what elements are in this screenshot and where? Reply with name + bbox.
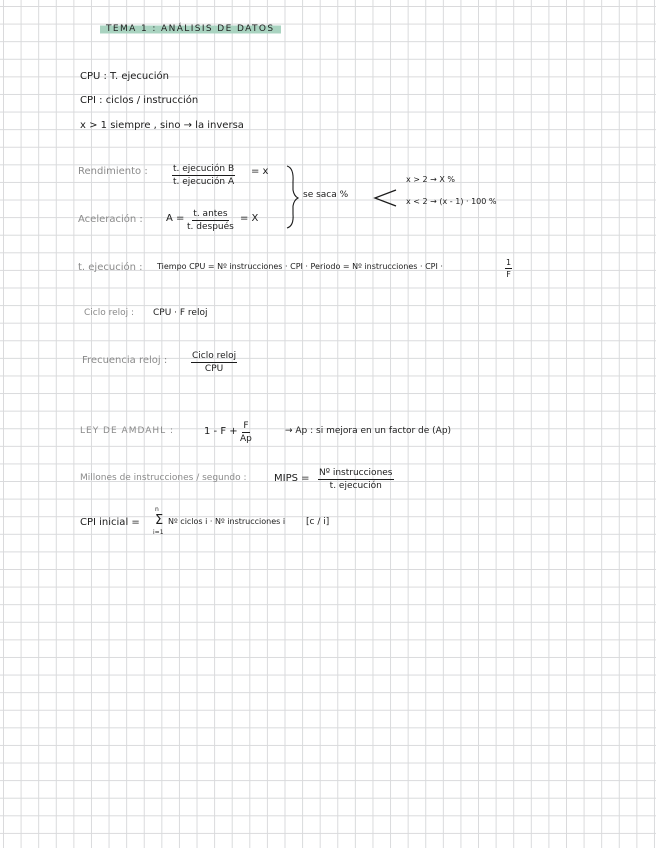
aceleracion-denominator: t. después — [187, 222, 234, 233]
aceleracion-lhs: A = — [166, 213, 185, 224]
ciclo-label: Ciclo reloj : — [84, 308, 135, 318]
cpi-inicial-label: CPI inicial = — [80, 517, 140, 528]
rendimiento-label: Rendimiento : — [78, 166, 148, 177]
x-rule-line: x > 1 siempre , sino → la inversa — [80, 120, 244, 131]
frecuencia-fraction — [191, 351, 237, 375]
frecuencia-numerator: Ciclo reloj — [191, 351, 237, 363]
rendimiento-denominator: t. ejecución A — [173, 177, 235, 188]
tejecucion-denominator: F — [506, 270, 511, 280]
aceleracion-label: Aceleración : — [78, 214, 143, 225]
amdahl-note: → Ap : si mejora en un factor de (Ap) — [285, 426, 452, 436]
mips-numerator: Nº instrucciones — [318, 468, 394, 480]
cpi-inicial-unit: [c / i] — [306, 517, 330, 527]
rendimiento-equals: = x — [251, 166, 269, 177]
porcentaje-case-1: x > 2 → X % — [406, 175, 456, 184]
mips-label: Millones de instrucciones / segundo : — [80, 473, 247, 483]
aceleracion-equals: = X — [240, 213, 259, 224]
sum-lower-bound: i=1 — [153, 529, 164, 536]
tejecucion-numerator: 1 — [505, 258, 512, 269]
amdahl-fraction — [240, 421, 252, 445]
frecuencia-denominator: CPU — [204, 364, 224, 375]
rendimiento-numerator: t. ejecución B — [172, 164, 235, 176]
amdahl-label: LEY DE AMDAHL : — [80, 426, 175, 436]
sum-upper-bound: n — [155, 506, 159, 513]
ciclo-expression: CPU · F reloj — [153, 308, 208, 318]
amdahl-denominator: Ap — [240, 434, 252, 445]
amdahl-lhs: 1 - F + — [204, 426, 238, 437]
frecuencia-label: Frecuencia reloj : — [82, 355, 168, 366]
cpi-line: CPI : ciclos / instrucción — [80, 95, 199, 106]
porcentaje-text: se saca % — [303, 190, 349, 200]
tejecucion-label: t. ejecución : — [78, 262, 143, 273]
aceleracion-numerator: t. antes — [192, 209, 228, 221]
cpi-inicial-expression: Nº ciclos i · Nº instrucciones i — [168, 517, 286, 526]
sigma-icon: Σ — [155, 513, 164, 528]
tejecucion-fraction — [505, 258, 512, 279]
mips-lhs: MIPS = — [274, 473, 310, 484]
page-title: TEMA 1 : ANÁLISIS DE DATOS — [100, 24, 281, 35]
amdahl-numerator: F — [242, 421, 249, 433]
mips-fraction — [318, 468, 394, 492]
cpu-line: CPU : T. ejecución — [80, 71, 169, 82]
tejecucion-expression: Tiempo CPU = Nº instrucciones · CPI · Periodo = Nº instrucciones · CPI · — [157, 262, 443, 271]
porcentaje-case-2: x < 2 → (x - 1) · 100 % — [406, 197, 497, 206]
mips-denominator: t. ejecución — [329, 481, 382, 492]
